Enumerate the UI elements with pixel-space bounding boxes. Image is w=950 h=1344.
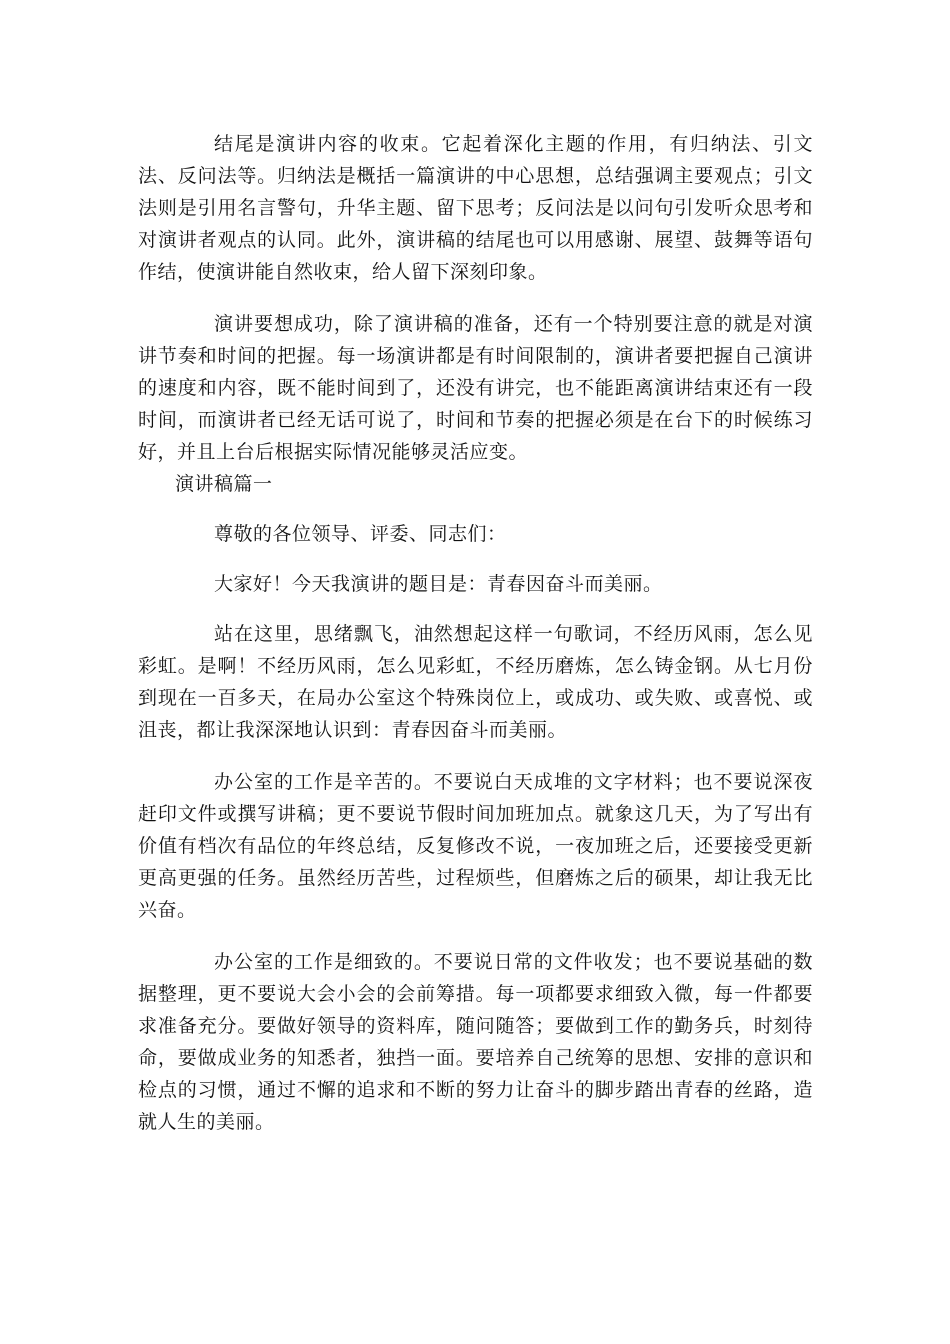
document-page — [138, 128, 813, 1138]
speech-paragraph-detail: 办公室的工作是细致的。不要说日常的文件收发；也不要说基础的数据整理，更不要说大会小会的会前筹措。每一项都要求细致入微，每一件都要求准备充分。要做好领导的资料库，随问随答；要做到工作的勤务兵，时刻待命，要做成业务的知悉者，独挡一面。要培养自己统筹的思想、安排的意识和检点的习惯，通过不懈的追求和不断的努力让奋斗的脚步踏出青春的丝路，造就人生的美丽。 — [138, 951, 813, 1133]
paragraph-timing-rhythm: 演讲要想成功，除了演讲稿的准备，还有一个特别要注意的就是对演讲节奏和时间的把握。每一场演讲都是有时间限制的，演讲者要把握自己演讲的速度和内容，既不能时间到了，还没有讲完，也不能距离演讲结束还有一段时间，而演讲者已经无话可说了，时间和节奏的把握必须是在台下的时候练习好，并且上台后根据实际情况能够灵活应变。 — [138, 313, 813, 463]
speech-salutation: 尊敬的各位领导、评委、同志们： — [214, 523, 507, 545]
speech-paragraph-hardship: 办公室的工作是辛苦的。不要说白天成堆的文字材料；也不要说深夜赶印文件或撰写讲稿；更不要说节假时间加班加点。就象这几天，为了写出有价值有档次有品位的年终总结，反复修改不说，一夜加班之后，还要接受更新更高更强的任务。虽然经历苦些，过程烦些，但磨炼之后的硕果，却让我无比兴奋。 — [138, 771, 813, 921]
section-title: 演讲稿篇一 — [175, 473, 273, 495]
speech-paragraph-intro: 站在这里，思绪飘飞，油然想起这样一句歌词，不经历风雨，怎么见彩虹。是啊！不经历风雨，怎么见彩虹，不经历磨炼，怎么铸金钢。从七月份到现在一百多天，在局办公室这个特殊岗位上，或成功、或失败、或喜悦、或沮丧，都让我深深地认识到：青春因奋斗而美丽。 — [138, 623, 813, 741]
speech-greeting: 大家好！今天我演讲的题目是：青春因奋斗而美丽。 — [214, 573, 663, 595]
paragraph-ending-methods: 结尾是演讲内容的收束。它起着深化主题的作用，有归纳法、引文法、反问法等。归纳法是概括一篇演讲的中心思想，总结强调主要观点；引文法则是引用名言警句，升华主题、留下思考；反问法是以问句引发听众思考和对演讲者观点的认同。此外，演讲稿的结尾也可以用感谢、展望、鼓舞等语句作结，使演讲能自然收束，给人留下深刻印象。 — [138, 133, 813, 283]
